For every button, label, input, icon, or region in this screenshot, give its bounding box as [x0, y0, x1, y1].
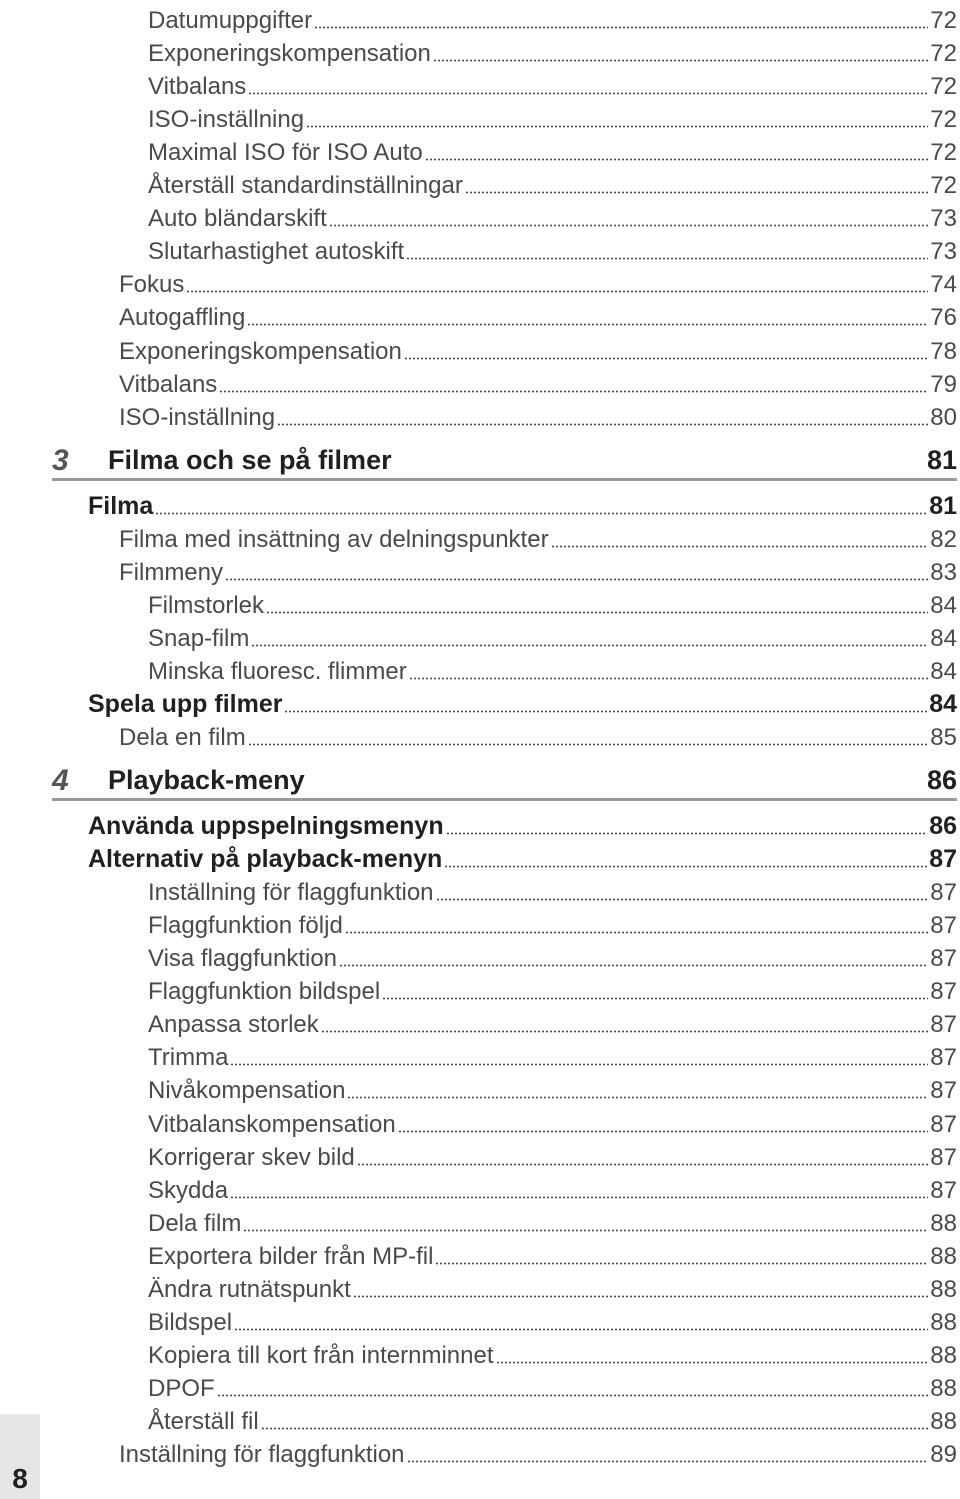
toc-entry[interactable]	[88, 684, 957, 717]
toc-entry[interactable]	[148, 1004, 957, 1037]
toc-entry-title: Flaggfunktion följd	[148, 912, 343, 940]
toc-entry-page: 87	[930, 912, 957, 940]
dot-leader	[446, 832, 928, 835]
dot-leader	[409, 677, 929, 680]
toc-entry-title: Filmmeny	[119, 558, 224, 586]
dot-leader	[353, 1295, 929, 1298]
dot-leader	[247, 323, 928, 326]
toc-entry[interactable]	[119, 552, 957, 585]
dot-leader	[435, 1262, 928, 1265]
dot-leader	[219, 390, 928, 393]
toc-entry-page: 76	[930, 304, 957, 332]
toc-entry-page: 72	[930, 139, 957, 167]
toc-entry-title: Dela en film	[119, 724, 246, 751]
toc-entry-title: Fokus	[119, 271, 185, 299]
chapter-title: Playback-meny	[108, 765, 305, 796]
toc-entry[interactable]	[148, 651, 957, 684]
toc-entry-title: Inställning för flaggfunktion	[148, 879, 434, 907]
toc-entry-page: 82	[930, 525, 957, 553]
toc-entry-page: 78	[930, 337, 957, 365]
toc-entry[interactable]	[119, 331, 957, 364]
toc-entry[interactable]	[148, 1269, 957, 1302]
toc-entry-title: Ändra rutnätspunkt	[148, 1275, 351, 1303]
toc-entry-title: Dela film	[148, 1209, 242, 1237]
toc-entry-page: 72	[930, 73, 957, 101]
dot-leader	[407, 1460, 929, 1463]
toc-entry-page: 79	[930, 370, 957, 398]
dot-leader	[314, 26, 928, 29]
toc-entry-page: 84	[930, 591, 957, 619]
toc-entry-title: Slutarhastighet autoskift	[148, 238, 405, 266]
toc-entry[interactable]	[148, 198, 957, 231]
dot-leader	[306, 125, 928, 128]
toc-entry-title: Vitbalans	[148, 73, 247, 101]
toc-entry-title: Filmstorlek	[148, 591, 265, 619]
dot-leader	[217, 1394, 929, 1397]
toc-entry-title: Filma med insättning av delningspunkter	[119, 525, 549, 553]
dot-leader	[433, 59, 928, 62]
toc-entry[interactable]	[88, 486, 957, 519]
toc-entry-title: Bildspel	[148, 1308, 233, 1336]
toc-entry[interactable]	[148, 66, 957, 99]
toc-entry-page: 86	[929, 812, 957, 841]
chapter-page: 86	[926, 765, 957, 796]
toc-entry-page: 87	[930, 1011, 957, 1039]
toc-entry-page: 87	[930, 1110, 957, 1138]
dot-leader	[339, 964, 928, 967]
toc-entry-page: 87	[930, 1044, 957, 1072]
toc-entry[interactable]	[148, 872, 957, 905]
toc-entry-page: 72	[930, 172, 957, 200]
toc-entry[interactable]	[148, 1104, 957, 1137]
dot-leader	[266, 611, 928, 614]
toc-entry[interactable]	[148, 99, 957, 132]
toc-entry-title: Återställ fil	[148, 1407, 259, 1435]
toc-entry-title: Vitbalans	[119, 370, 218, 398]
toc-entry-page: 83	[930, 558, 957, 586]
toc-entry-page: 87	[929, 845, 957, 874]
toc-entry-title: Spela upp filmer	[88, 689, 283, 718]
toc-entry[interactable]	[148, 1236, 957, 1269]
toc-entry-page: 88	[930, 1275, 957, 1303]
dot-leader	[225, 578, 928, 581]
toc-entry-page: 74	[930, 271, 957, 299]
toc-entry-title: Snap-film	[148, 624, 250, 652]
toc-entry[interactable]	[119, 519, 957, 552]
toc-entry[interactable]	[119, 364, 957, 397]
toc-entry[interactable]	[119, 297, 957, 330]
dot-leader	[357, 1163, 929, 1166]
toc-entry-title: ISO-inställning	[148, 106, 305, 134]
toc-entry-title: Trimma	[148, 1044, 229, 1072]
toc-entry[interactable]	[148, 938, 957, 971]
toc-entry[interactable]	[148, 585, 957, 618]
dot-leader	[329, 224, 929, 227]
dot-leader	[382, 997, 928, 1000]
toc-entry-title: Exponeringskompensation	[119, 337, 402, 365]
toc-entry-page: 80	[930, 403, 957, 431]
toc-entry[interactable]	[148, 1401, 957, 1434]
toc-entry-page: 87	[930, 1077, 957, 1105]
toc-entry[interactable]	[148, 132, 957, 165]
toc-entry-title: ISO-inställning	[119, 403, 276, 431]
dot-leader	[406, 257, 928, 260]
toc-entry[interactable]	[148, 1203, 957, 1236]
toc-entry-page: 84	[929, 689, 957, 718]
toc-entry-title: Exponeringskompensation	[148, 40, 431, 68]
toc-entry[interactable]	[119, 397, 957, 430]
toc-entry-title: Använda uppspelningsmenyn	[88, 812, 444, 841]
toc-entry[interactable]	[148, 33, 957, 66]
dot-leader	[248, 92, 928, 95]
dot-leader	[186, 290, 928, 293]
chapter-number: 3	[52, 443, 69, 477]
toc-entry[interactable]	[148, 1037, 957, 1070]
toc-entry[interactable]	[148, 1170, 957, 1203]
toc-entry-title: Exportera bilder från MP-fil	[148, 1242, 434, 1270]
dot-leader	[425, 158, 929, 161]
toc-entry[interactable]	[148, 905, 957, 938]
dot-leader	[251, 644, 928, 647]
toc-entry-page: 89	[930, 1441, 957, 1468]
toc-entry-page: 88	[930, 1209, 957, 1237]
toc-entry-page: 87	[930, 1143, 957, 1171]
toc-entry[interactable]	[148, 1335, 957, 1368]
toc-entry-title: Filma	[88, 491, 154, 520]
toc-entry-title: Skydda	[148, 1176, 229, 1204]
toc-entry[interactable]	[148, 1368, 957, 1401]
toc-entry-title: Vitbalanskompensation	[148, 1110, 396, 1138]
toc-entry[interactable]	[119, 717, 957, 750]
toc-entry-page: 87	[930, 978, 957, 1006]
toc-entry-title: Nivåkompensation	[148, 1077, 346, 1105]
toc-entry-page: 88	[930, 1407, 957, 1435]
toc-entry[interactable]	[119, 1434, 957, 1467]
toc-entry[interactable]	[148, 618, 957, 651]
dot-leader	[404, 357, 928, 360]
toc-entry-page: 72	[930, 40, 957, 68]
toc-entry-page: 87	[930, 879, 957, 907]
toc-entry[interactable]	[88, 806, 957, 839]
toc-entry[interactable]	[148, 0, 957, 33]
chapter-heading[interactable]	[52, 758, 957, 801]
toc-entry-page: 88	[930, 1308, 957, 1336]
toc-entry[interactable]	[148, 165, 957, 198]
toc-entry-page: 87	[930, 1176, 957, 1204]
chapter-page: 81	[926, 444, 957, 475]
toc-entry-page: 88	[930, 1374, 957, 1402]
toc-entry[interactable]	[88, 839, 957, 872]
toc-entry[interactable]	[148, 971, 957, 1004]
toc-entry-title: Minska fluoresc. flimmer	[148, 657, 407, 685]
dot-leader	[496, 1361, 929, 1364]
toc-entry-page: 88	[930, 1242, 957, 1270]
toc-entry-title: Återställ standardinställningar	[148, 172, 463, 200]
toc-entry-title: Korrigerar skev bild	[148, 1143, 355, 1171]
toc-entry-title: Maximal ISO för ISO Auto	[148, 139, 423, 167]
dot-leader	[347, 1096, 928, 1099]
toc-entry-page: 73	[930, 205, 957, 233]
dot-leader	[444, 865, 927, 868]
toc-entry-title: Alternativ på playback-menyn	[88, 845, 443, 874]
toc-entry-title: Auto bländarskift	[148, 205, 327, 233]
toc-entry-page: 88	[930, 1341, 957, 1369]
chapter-number: 4	[52, 764, 69, 798]
dot-leader	[398, 1130, 929, 1133]
toc-entry-page: 81	[929, 491, 957, 520]
dot-leader	[551, 545, 929, 548]
dot-leader	[345, 931, 929, 934]
dot-leader	[248, 743, 929, 746]
toc-entry[interactable]	[148, 1137, 957, 1170]
toc-entry-page: 72	[930, 106, 957, 134]
toc-entry-title: Visa flaggfunktion	[148, 945, 338, 973]
toc-entry-title: Anpassa storlek	[148, 1011, 319, 1039]
toc-entry-title: Autogaffling	[119, 304, 246, 332]
toc-entry[interactable]	[148, 1070, 957, 1103]
toc-entry-page: 84	[930, 657, 957, 685]
dot-leader	[284, 710, 927, 713]
dot-leader	[436, 898, 929, 901]
toc-entry-title: DPOF	[148, 1374, 215, 1402]
chapter-title: Filma och se på filmer	[108, 444, 392, 475]
dot-leader	[261, 1427, 929, 1430]
toc-entry-title: Flaggfunktion bildspel	[148, 978, 381, 1006]
dot-leader	[230, 1196, 928, 1199]
page-number: 8	[0, 1414, 40, 1499]
dot-leader	[230, 1063, 928, 1066]
dot-leader	[321, 1030, 929, 1033]
toc-entry-title: Kopiera till kort från internminnet	[148, 1341, 494, 1369]
toc-entry-page: 85	[930, 724, 957, 751]
toc-entry-title: Inställning för flaggfunktion	[119, 1441, 405, 1468]
dot-leader	[155, 512, 927, 515]
chapter-heading[interactable]	[52, 438, 957, 481]
dot-leader	[277, 423, 928, 426]
dot-leader	[234, 1328, 928, 1331]
dot-leader	[243, 1229, 928, 1232]
toc-entry[interactable]	[119, 264, 957, 297]
toc-entry-title: Datumuppgifter	[148, 7, 313, 34]
dot-leader	[465, 191, 928, 194]
toc-entry-page: 72	[930, 7, 957, 34]
toc-entry-page: 87	[930, 945, 957, 973]
toc-entry[interactable]	[148, 231, 957, 264]
toc-entry-page: 84	[930, 624, 957, 652]
toc-entry[interactable]	[148, 1302, 957, 1335]
toc-entry-page: 73	[930, 238, 957, 266]
